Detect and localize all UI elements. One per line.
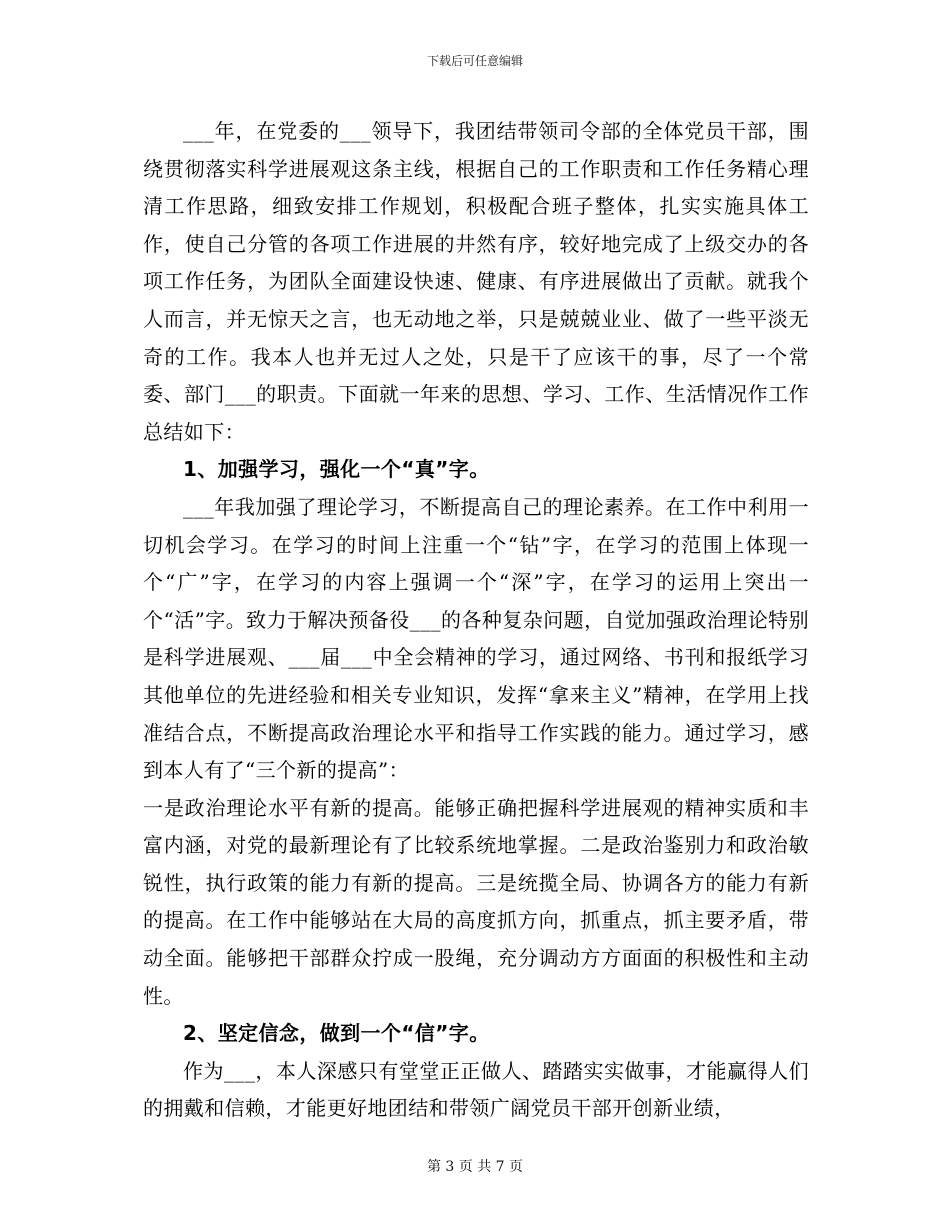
section-heading-1: 1、加强学习，强化一个“真”字。 <box>183 457 490 482</box>
document-body <box>143 113 809 1128</box>
intro-paragraph: ___年，在党委的___领导下，我团结带领司令部的全体党员干部，围绕贯彻落实科学进展观这条主线，根据自己的工作职责和工作任务精心理清工作思路，细致安排工作规划，积极配合班子整体，扎实实施具体工作，使自己分管的各项工作进展的井然有序，较好地完成了上级交办的各项工作任务，为团队全面建设快速、健康、有序进展做出了贡献。就我个人而言，并无惊天之言，也无动地之举，只是兢兢业业、做了一些平淡无奇的工作。我本人也并无过人之处，只是干了应该干的事，尽了一个常委、部门___的职责。下面就一年来的思想、学习、工作、生活情况作工作总结如下： <box>143 119 809 444</box>
improvements-paragraph: 一是政治理论水平有新的提高。能够正确把握科学进展观的精神实质和丰富内涵，对党的最新理论有了比较系统地掌握。二是政治鉴别力和政治敏锐性，执行政策的能力有新的提高。三是统揽全局、协调各方的能力有新的提高。在工作中能够站在大局的高度抓方向，抓重点，抓主要矛盾，带动全面。能够把干部群众拧成一股绳，充分调动方方面面的积极性和主动性。 <box>143 795 809 1008</box>
page-header: 下载后可任意编辑 <box>426 54 523 68</box>
belief-paragraph: 作为___，本人深感只有堂堂正正做人、踏踏实实做事，才能赢得人们的拥戴和信赖，才能更好地团结和带领广阔党员干部开创新业绩， <box>143 1058 809 1121</box>
study-paragraph: ___年我加强了理论学习，不断提高自己的理论素养。在工作中利用一切机会学习。在学习的时间上注重一个“钻”字，在学习的范围上体现一个“广”字，在学习的内容上强调一个“深”字，在学习的运用上突出一个“活”字。致力于解决预备役___的各种复杂问题，自觉加强政治理论特别是科学进展观、___届___中全会精神的学习，通过网络、书刊和报纸学习其他单位的先进经验和相关专业知识，发挥“拿来主义”精神，在学用上找准结合点，不断提高政治理论水平和指导工作实践的能力。通过学习，感到本人有了“三个新的提高”： <box>143 494 809 783</box>
page-number: 第 3 页 共 7 页 <box>426 1159 524 1175</box>
section-heading-2: 2、坚定信念，做到一个“信”字。 <box>183 1021 490 1046</box>
